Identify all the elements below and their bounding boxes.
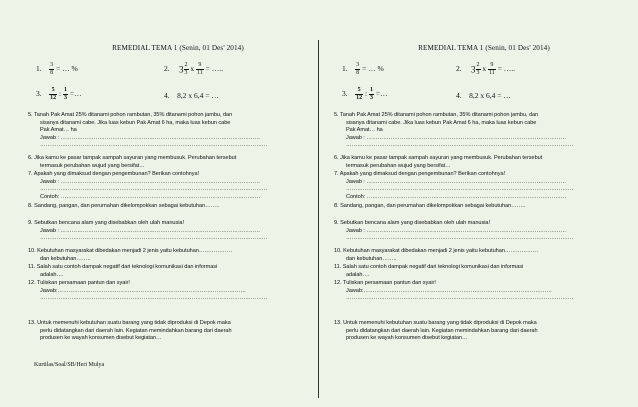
worksheet-title: REMEDIAL TEMA 1 (Senin, 01 Des' 2014) [112, 44, 244, 52]
fraction: $\frac{1}{3}$ [63, 87, 67, 101]
question-13: 13. Untuk memenuhi kebutuhan suatu barang yang tidak diproduksi di Depok maka perlu didatangkan dari daerah lain. Kegiatan memindahkan barang dari daerah produsen ke wayah konsumen disebut kegiatan… [28, 320, 232, 342]
question-9: 9. Sebutkan bencana alam yang disebabkan oleh ulah manusia! Jawab : ……………………………………………………………………………………………… …………………………………………………………………………………………………………… [28, 220, 268, 242]
question-10: 10. Kebutuhan masyarakat dibedakan menjadi 2 jenis yaitu kebutuhan……………… dan kebutuhan…….. [28, 248, 233, 262]
question-3: 3. $\frac{5}{12}$ : $\frac{1}{3}$ =… [36, 87, 82, 101]
footer-credit: Kurtilas/Soal/SB/Heri Mulya [34, 362, 105, 368]
question-5: 5. Tanah Pak Amat 25% ditanami pohon rambutan, 35% ditanami pohon jambu, dan sisanya ditanami cabe. Jika luas kebun Pak Amat 6 ha, maka luas kebun cabe Pak Amat… ha Jawab : ……………………………………………………………………………………………… …………………………………………………………………………………………………………… [334, 112, 574, 149]
question-8: 8. Sandang, pangan, dan perumahan dikelompokkan sebagai kebutuhan…….. [334, 203, 526, 209]
question-8: 8. Sandang, pangan, dan perumahan dikelompokkan sebagai kebutuhan…….. [28, 203, 220, 209]
worksheet-title: REMEDIAL TEMA 1 (Senin, 01 Des' 2014) [418, 44, 550, 52]
question-12: 12. Tuliskan persamaan pantun dan syair! Jawab:………………………………………………………………………………………… …………………………………………………………………………………………………………… [334, 280, 574, 302]
fraction: $\frac{5}{12}$ [50, 87, 57, 101]
question-9: 9. Sebutkan bencana alam yang disebabkan oleh ulah manusia! Jawab : ……………………………………………………………………………………………… …………………………………………………………………………………………………………… [334, 220, 574, 242]
question-6: 6. Jika kamu ke pasar tampak sampah sayuran yang membusuk. Perubahan tersebut termasuk perubahan wujud yang bersifat… [28, 155, 237, 169]
question-6: 6. Jika kamu ke pasar tampak sampah sayuran yang membusuk. Perubahan tersebut termasuk perubahan wujud yang bersifat… [334, 155, 543, 169]
question-7: 7. Apakah yang dimaksud dengan pengembunan? Berikan contohnya! Jawab : ……………………………………………………………………………………………… …………………………………………………………………………………………………………… Contoh: ……………………………………………………………………………………………… [334, 171, 574, 200]
fraction: $\frac{3}{8}$ [356, 62, 360, 76]
fraction: $\frac{9}{11}$ [197, 62, 203, 76]
fraction: $\frac{5}{12}$ [356, 87, 363, 101]
question-3: 3. $\frac{5}{12}$ : $\frac{1}{3}$ =… [342, 87, 388, 101]
question-4: 4. 8,2 x 6,4 = … [456, 91, 511, 100]
fraction: $\frac{2}{3}$ [476, 62, 480, 76]
question-1: 1. $\frac{3}{8}$ = … % [342, 62, 384, 76]
question-4: 4. 8,2 x 6,4 = … [164, 91, 219, 100]
question-7: 7. Apakah yang dimaksud dengan pengembunan? Berikan contohnya! Jawab : ……………………………………………………………………………………………… …………………………………………………………………………………………………………… Contoh: ……………………………………………………………………………………………… [28, 171, 268, 200]
right-worksheet [334, 0, 634, 407]
fraction: $\frac{3}{8}$ [50, 62, 54, 76]
question-13: 13. Untuk memenuhi kebutuhan suatu barang yang tidak diproduksi di Depok maka perlu didatangkan dari daerah lain. Kegiatan memindahkan barang dari daerah produsen ke wayah konsumen disebut kegiatan… [334, 320, 538, 342]
question-11: 11. Salah satu contoh dampak negatif dari teknologi komunikasi dan informasi adalah…. [28, 264, 218, 278]
question-2: 2. 3 $\frac{2}{3}$ x $\frac{9}{11}$ = ….. [164, 62, 224, 76]
question-5: 5. Tanah Pak Amat 25% ditanami pohon rambutan, 35% ditanami pohon jambu, dan sisanya ditanami cabe. Jika luas kebun Pak Amat 6 ha, maka luas kebun cabe Pak Amat… ha Jawab : ……………………………………………………………………………………………… …………………………………………………………………………………………………………… [28, 112, 268, 149]
question-2: 2. 3 $\frac{2}{3}$ x $\frac{9}{11}$ = ….. [456, 62, 516, 76]
left-worksheet [28, 0, 328, 407]
fraction: $\frac{2}{3}$ [184, 62, 188, 76]
question-11: 11. Salah satu contoh dampak negatif dari teknologi komunikasi dan informasi adalah…. [334, 264, 524, 278]
question-10: 10. Kebutuhan masyarakat dibedakan menjadi 2 jenis yaitu kebutuhan……………… dan kebutuhan…….. [334, 248, 539, 262]
fraction: $\frac{1}{3}$ [369, 87, 373, 101]
fraction: $\frac{9}{11}$ [489, 62, 495, 76]
question-1: 1. $\frac{3}{8}$ = … % [36, 62, 78, 76]
question-12: 12. Tuliskan persamaan pantun dan syair! Jawab:………………………………………………………………………………………… …………………………………………………………………………………………………………… [28, 280, 268, 302]
